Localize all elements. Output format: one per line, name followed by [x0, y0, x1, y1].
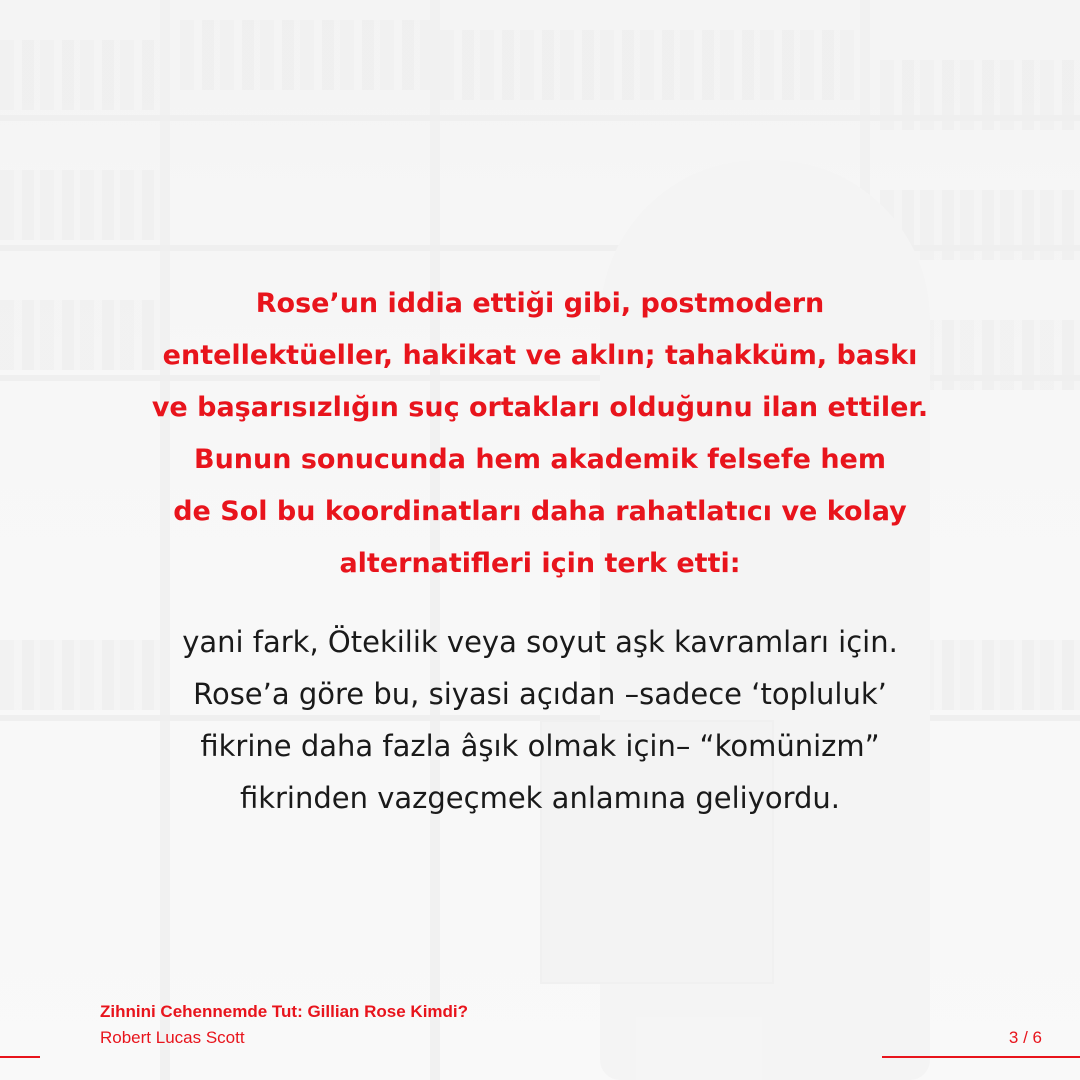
highlight-line: de Sol bu koordinatları daha rahatlatıcı ve kolay	[173, 496, 907, 527]
highlight-line: Bunun sonucunda hem akademik felsefe hem	[194, 444, 886, 475]
highlight-line: entellektüeller, hakikat ve aklın; tahakküm, baskı	[162, 340, 918, 371]
author-name: Robert Lucas Scott	[100, 1028, 245, 1047]
page-number: 3 / 6	[1008, 1028, 1042, 1047]
quote-block	[60, 278, 1020, 824]
body-line: yani fark, Ötekilik veya soyut aşk kavramları için.	[182, 625, 898, 659]
highlight-line: ve başarısızlığın suç ortakları olduğunu ilan ettiler.	[151, 392, 929, 423]
body-line: Rose’a göre bu, siyasi açıdan –sadece ‘topluluk’	[193, 677, 887, 711]
body-line: fikrinden vazgeçmek anlamına geliyordu.	[239, 781, 841, 815]
highlight-text	[60, 278, 1020, 590]
footer-rule-right	[882, 1056, 1080, 1058]
body-line: fikrine daha fazla âşık olmak için– “komünizm”	[200, 729, 880, 763]
highlight-line: alternatifleri için terk etti:	[339, 548, 741, 579]
article-title: Zihnini Cehennemde Tut: Gillian Rose Kimdi?	[100, 1002, 469, 1021]
highlight-line: Rose’un iddia ettiği gibi, postmodern	[255, 288, 825, 319]
footer-rule-left	[0, 1056, 40, 1058]
body-text	[60, 616, 1020, 824]
